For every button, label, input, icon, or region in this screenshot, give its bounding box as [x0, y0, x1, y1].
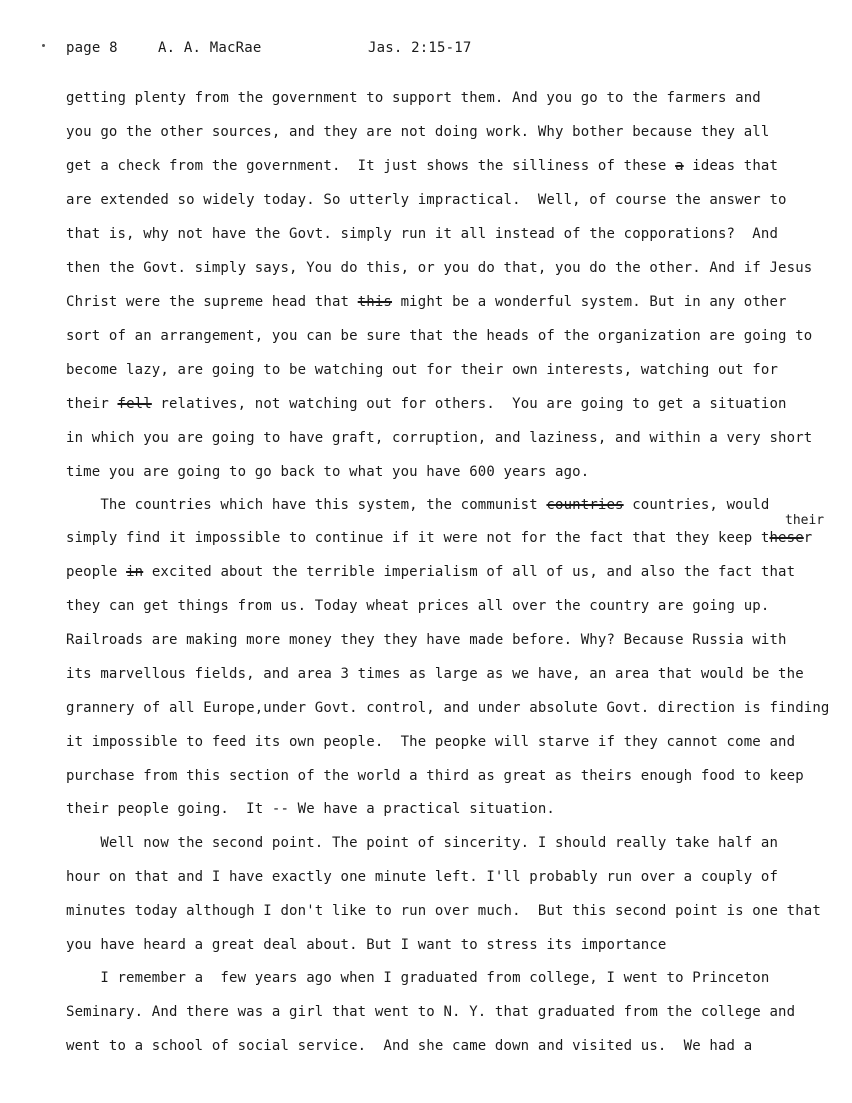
text-line: then the Govt. simply says, You do this, or you do that, you do the other. And if Jesus [66, 260, 813, 276]
text-line: The countries which have this system, the communist countries countries, would [66, 497, 770, 513]
text-line: Well now the second point. The point of sincerity. I should really take half an [66, 835, 779, 851]
struck-text: hese [769, 530, 804, 546]
interlinear-insertion: their [785, 513, 825, 528]
text-line: in which you are going to have graft, corruption, and laziness, and within a very short [66, 430, 813, 446]
text-line: time you are going to go back to what you have 600 years ago. [66, 464, 590, 480]
text-line: Christ were the supreme head that this might be a wonderful system. But in any other [66, 294, 787, 310]
text-line: simply find it impossible to continue if it were not for the fact that they keep theser [66, 530, 813, 546]
text-line: went to a school of social service. And she came down and visited us. We had a [66, 1038, 753, 1054]
text-line: grannery of all Europe,under Govt. control, and under absolute Govt. direction is finding [66, 700, 830, 716]
text-line: its marvellous fields, and area 3 times as large as we have, an area that would be the [66, 666, 804, 682]
text-line: their fell relatives, not watching out for others. You are going to get a situation [66, 396, 787, 412]
text-line: minutes today although I don't like to run over much. But this second point is one that [66, 903, 821, 919]
text-line: I remember a few years ago when I graduated from college, I went to Princeton [66, 970, 770, 986]
text-line: get a check from the government. It just shows the silliness of these a ideas that [66, 158, 779, 174]
page-number: page 8 [66, 40, 118, 56]
text-line: hour on that and I have exactly one minute left. I'll probably run over a couply of [66, 869, 779, 885]
text-line: they can get things from us. Today wheat prices all over the country are going up. [66, 598, 770, 614]
text-line: getting plenty from the government to support them. And you go to the farmers and [66, 90, 761, 106]
text-line: their people going. It -- We have a practical situation. [66, 801, 555, 817]
text-line: purchase from this section of the world a third as great as theirs enough food to keep [66, 768, 804, 784]
text-line: you go the other sources, and they are not doing work. Why bother because they all [66, 124, 770, 140]
struck-text: this [357, 294, 393, 310]
struck-text: fell [117, 396, 152, 412]
text-line: it impossible to feed its own people. The peopke will starve if they cannot come and [66, 734, 796, 750]
text-line: sort of an arrangement, you can be sure that the heads of the organization are going to [66, 328, 813, 344]
author-name: A. A. MacRae [158, 40, 262, 56]
text-line: become lazy, are going to be watching out for their own interests, watching out for [66, 362, 779, 378]
text-line: people in excited about the terrible imperialism of all of us, and also the fact that [66, 564, 796, 580]
text-line: that is, why not have the Govt. simply run it all instead of the copporations? And [66, 226, 779, 242]
struck-text: a [675, 158, 684, 174]
struck-text: countries [546, 497, 624, 513]
text-line: are extended so widely today. So utterly impractical. Well, of course the answer to [66, 192, 787, 208]
text-line: you have heard a great deal about. But I want to stress its importance [66, 937, 667, 953]
struck-text: in [126, 564, 144, 580]
scripture-reference: Jas. 2:15-17 [368, 40, 472, 56]
text-line: Railroads are making more money they they have made before. Why? Because Russia with [66, 632, 787, 648]
text-line: Seminary. And there was a girl that went to N. Y. that graduated from the college and [66, 1004, 796, 1020]
